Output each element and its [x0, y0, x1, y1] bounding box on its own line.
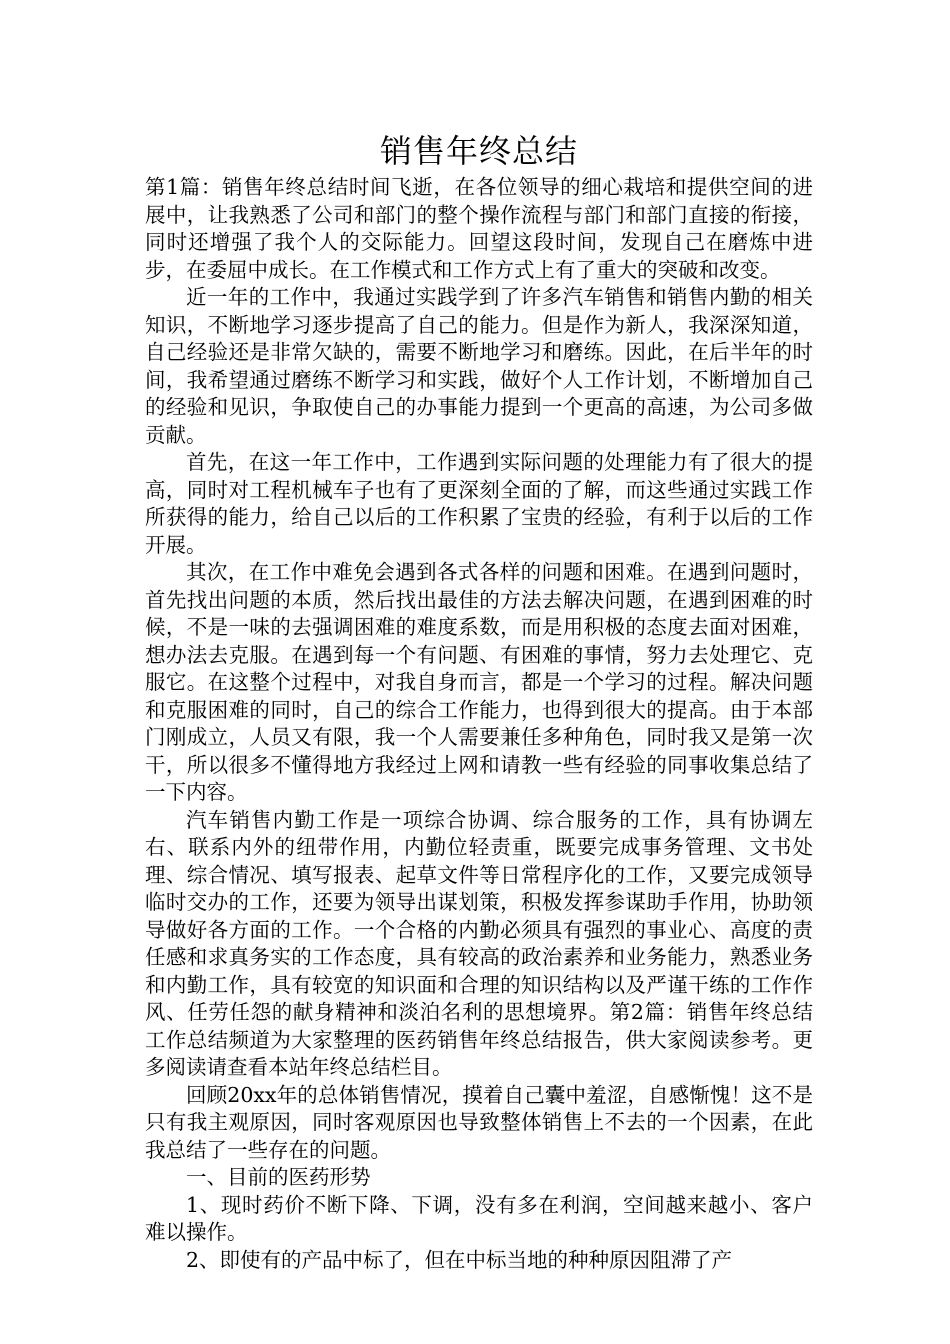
document-page [145, 130, 813, 1274]
list-item-2: 2、即使有的产品中标了，但在中标当地的种种原因阻滞了产 [186, 1247, 733, 1272]
paragraph-2: 近一年的工作中，我通过实践学到了许多汽车销售和销售内勤的相关知识，不断地学习逐步提高了自己的能力。但是作为新人，我深深知道，自己经验还是非常欠缺的，需要不断地学习和磨练。因此，在后半年的时间，我希望通过磨练不断学习和实践，做好个人工作计划，不断增加自己的经验和见识，争取使自己的办事能力提到一个更高的高速，为公司多做贡献。 [145, 285, 813, 447]
paragraph-4: 其次，在工作中难免会遇到各式各样的问题和困难。在遇到问题时，首先找出问题的本质，然后找出最佳的方法去解决问题，在遇到困难的时候，不是一味的去强调困难的难度系数，而是用积极的态度去面对困难，想办法去克服。在遇到每一个有问题、有困难的事情，努力去处理它、克服它。在这整个过程中，对我自身而言，都是一个学习的过程。解决问题和克服困难的同时，自己的综合工作能力，也得到很大的提高。由于本部门刚成立，人员又有限，我一个人需要兼任多种角色，同时我又是第一次干，所以很多不懂得地方我经过上网和请教一些有经验的同事收集总结了一下内容。 [145, 560, 813, 804]
paragraph-6: 回顾20xx年的总体销售情况，摸着自己囊中羞涩，自感惭愧！这不是只有我主观原因，同时客观原因也导致整体销售上不去的一个因素，在此我总结了一些存在的问题。 [145, 1082, 813, 1162]
list-item-1: 1、现时药价不断下降、下调，没有多在利润，空间越来越小、客户难以操作。 [145, 1192, 813, 1244]
paragraph-5: 汽车销售内勤工作是一项综合协调、综合服务的工作，具有协调左右、联系内外的纽带作用，内勤位轻责重，既要完成事务管理、文书处理、综合情况、填写报表、起草文件等日常程序化的工作，又要完成领导临时交办的工作，还要为领导出谋划策，积极发挥参谋助手作用，协助领导做好各方面的工作。一个合格的内勤必须具有强烈的事业心、高度的责任感和求真务实的工作态度，具有较高的政治素养和业务能力，熟悉业务和内勤工作，具有较宽的知识面和合理的知识结构以及严谨干练的工作作风、任劳任怨的献身精神和淡泊名利的思想境界。第2篇：销售年终总结工作总结频道为大家整理的医药销售年终总结报告，供大家阅读参考。更多阅读请查看本站年终总结栏目。 [145, 807, 813, 1079]
document-title: 销售年终总结 [379, 132, 578, 170]
paragraph-3: 首先，在这一年工作中，工作遇到实际问题的处理能力有了很大的提高，同时对工程机械车子也有了更深刻全面的了解，而这些通过实践工作所获得的能力，给自己以后的工作积累了宝贵的经验，有利于以后的工作开展。 [145, 450, 813, 557]
section-heading: 一、目前的医药形势 [186, 1165, 371, 1189]
paragraph-1: 第1篇：销售年终总结时间飞逝，在各位领导的细心栽培和提供空间的进展中，让我熟悉了公司和部门的整个操作流程与部门和部门直接的衔接，同时还增强了我个人的交际能力。回望这段时间，发现自己在磨炼中进步，在委屈中成长。在工作模式和工作方式上有了重大的突破和改变。 [145, 175, 813, 282]
